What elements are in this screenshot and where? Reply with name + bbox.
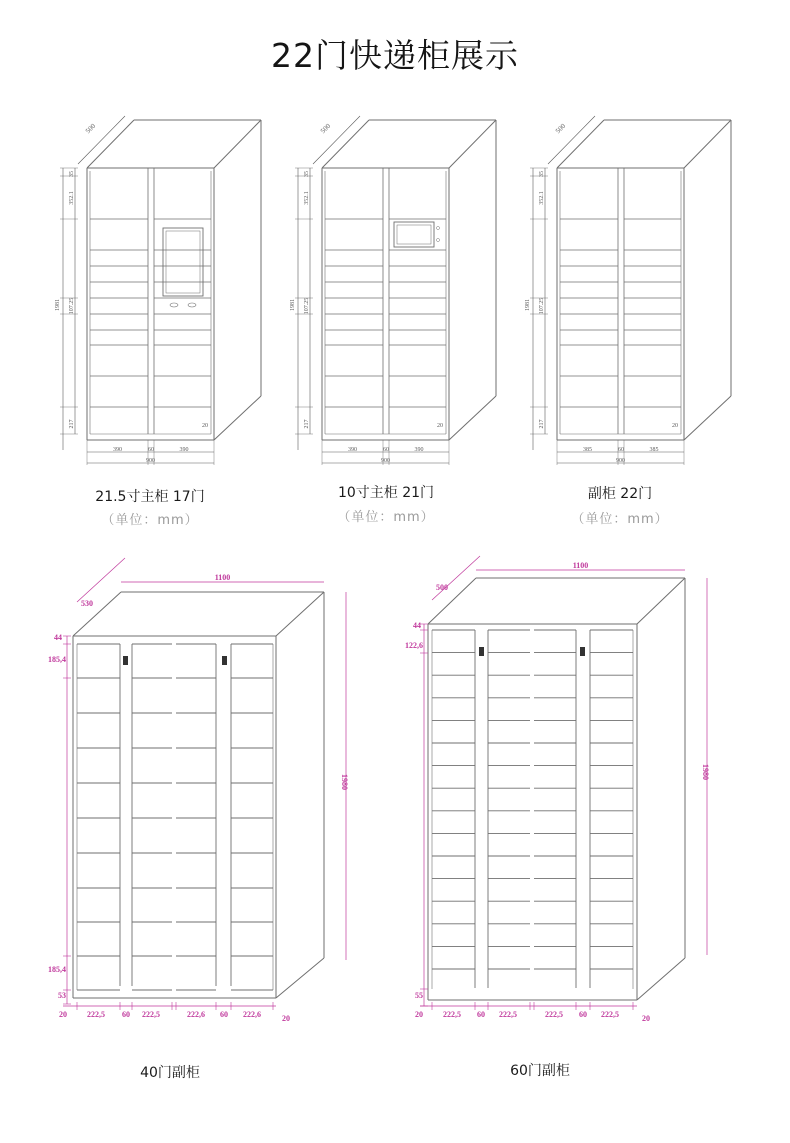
dimension-label: 390 [113, 447, 122, 453]
dimension-label: 44 [413, 621, 421, 630]
edge-line [276, 592, 324, 636]
dimension-label: 222,5 [142, 1010, 160, 1019]
dimension-label: 1981 [525, 299, 531, 311]
cabinet-10-main [290, 116, 496, 465]
dimension-label: 900 [146, 458, 155, 464]
dimension-label: 185,4 [48, 655, 66, 664]
dimension-label: 217 [539, 419, 545, 429]
dimension-label: 60 [383, 447, 389, 453]
cabinet-40-door [48, 558, 349, 1023]
edge-line [637, 958, 685, 1000]
dimension-label: 222,5 [499, 1010, 517, 1019]
dimension-label: 185,4 [48, 965, 66, 974]
dimension-label: 222,5 [601, 1010, 619, 1019]
dimension-label: 107.25 [69, 297, 75, 315]
dimension-label: 390 [348, 447, 357, 453]
dimension-label: 385 [649, 447, 659, 453]
dimension-label: 20 [59, 1010, 67, 1019]
dimension-label: 60 [618, 447, 624, 453]
unit-10-main: （单位：mm） [337, 510, 435, 525]
edge-line [684, 396, 731, 440]
dimension-label: 44 [54, 633, 62, 642]
dimension-label: 900 [616, 458, 625, 464]
dimension-label: 35 [69, 171, 75, 177]
cabinet-sub-22 [525, 116, 731, 465]
screen-glass [397, 225, 431, 244]
screen-glass [166, 231, 200, 293]
cabinet-60-door [405, 556, 710, 1023]
dimension-label: 217 [304, 419, 310, 429]
dimension-label: 20 [437, 423, 443, 429]
caption-sub-22: 副柜 22门 [587, 486, 653, 502]
dimension-label: 35 [304, 171, 310, 177]
dimension-label: 20 [202, 423, 208, 429]
dimension-label: 60 [220, 1010, 228, 1019]
caption-10-main: 10寸主柜 21门 [337, 485, 435, 501]
scanner-icon [437, 239, 440, 242]
dimension-label: 217 [69, 419, 75, 429]
dimension-label: 55 [415, 991, 423, 1000]
dimension-label: 352.1 [304, 191, 310, 205]
screen-panel [163, 228, 203, 296]
dimension-label: 390 [179, 447, 189, 453]
dimension-label: 352.1 [69, 191, 75, 205]
edge-line [449, 120, 496, 168]
lock-icon [123, 656, 128, 665]
screen-panel [394, 222, 434, 247]
dimension-label: 530 [81, 599, 93, 608]
dimension-label: 20 [672, 423, 678, 429]
dimension-label: 900 [381, 458, 390, 464]
caption-60-door: 60门副柜 [510, 1063, 570, 1079]
dimension-label: 390 [414, 447, 424, 453]
dimension-label: 1981 [290, 299, 296, 311]
lock-icon [580, 647, 585, 656]
dimension-label: 500 [84, 122, 98, 136]
edge-line [276, 958, 324, 998]
caption-40-door: 40门副柜 [140, 1065, 200, 1081]
cabinet-21-5-main [55, 116, 261, 465]
dimension-label: 222,5 [443, 1010, 461, 1019]
edge-line [214, 396, 261, 440]
dimension-label: 1100 [214, 573, 231, 582]
dimension-label: 222,6 [187, 1010, 205, 1019]
dimension-label: 352.1 [539, 191, 545, 205]
edge-line [449, 396, 496, 440]
dimension-label: 1100 [572, 561, 589, 570]
edge-line [313, 116, 360, 164]
dimension-label: 500 [554, 122, 568, 136]
page-title: 22门快递柜展示 [271, 36, 519, 75]
scanner-icon [437, 227, 440, 230]
dimension-label: 60 [579, 1010, 587, 1019]
dimension-label: 20 [282, 1014, 290, 1023]
dimension-label: 500 [319, 122, 333, 136]
edge-line [548, 116, 595, 164]
edge-line [432, 556, 480, 600]
dimension-label: 1981 [55, 299, 61, 311]
dimension-label: 500 [436, 583, 448, 592]
dimension-label: 122,6 [405, 641, 423, 650]
dimension-label: 20 [642, 1014, 650, 1023]
edge-line [78, 116, 125, 164]
dimension-label: 385 [583, 447, 592, 453]
dimension-label: 107.25 [304, 297, 310, 315]
dimension-label: 35 [539, 171, 545, 177]
caption-21-5-main: 21.5寸主柜 17门 [95, 489, 205, 505]
scanner-icon [170, 303, 178, 307]
lock-icon [479, 647, 484, 656]
unit-sub-22: （单位：mm） [571, 512, 669, 527]
dimension-label: 1980 [701, 764, 710, 780]
dimension-label: 222,6 [243, 1010, 261, 1019]
unit-21-5-main: （单位：mm） [101, 513, 199, 528]
edge-line [637, 578, 685, 624]
edge-line [684, 120, 731, 168]
dimension-label: 60 [477, 1010, 485, 1019]
scanner-icon [188, 303, 196, 307]
lock-icon [222, 656, 227, 665]
dimension-label: 1980 [340, 774, 349, 790]
dimension-label: 60 [122, 1010, 130, 1019]
dimension-label: 60 [148, 447, 154, 453]
dimension-label: 20 [415, 1010, 423, 1019]
edge-line [214, 120, 261, 168]
dimension-label: 222,5 [87, 1010, 105, 1019]
dimension-label: 53 [58, 991, 66, 1000]
dimension-label: 222,5 [545, 1010, 563, 1019]
dimension-label: 107.25 [539, 297, 545, 315]
